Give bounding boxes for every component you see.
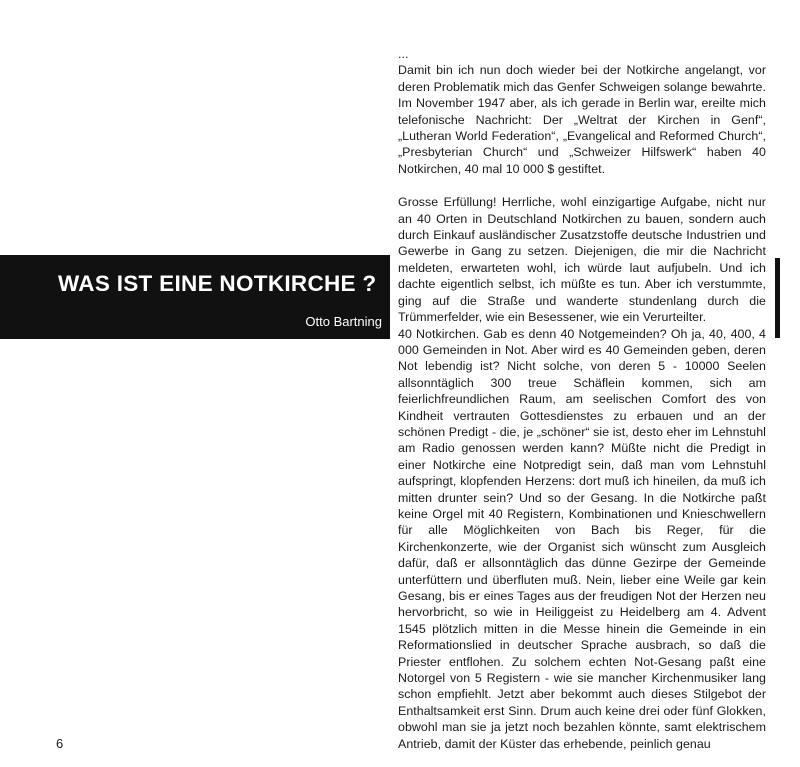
ellipsis-line: ...	[398, 47, 409, 61]
author-name: Otto Bartning	[305, 314, 382, 329]
article-title: WAS IST EINE NOTKIRCHE ?	[58, 271, 377, 296]
body-text-column	[398, 46, 766, 752]
paragraph-3: 40 Notkirchen. Gab es denn 40 Notgemeinden? Oh ja, 40, 400, 4 000 Gemeinden in Not. Aber wird es 40 Gemeinden geben, deren Not lebendig ist? Nicht solche, von deren 5 - 10000 Seelen allsonntäglich 300 treue Schäflein kommen, sich am feierlichfreundlichen Raum, am seelischen Comfort des von Kindheit vertrauten Gottesdienstes zu erbauen und an der schönen Predigt - die, je „schöner“ sie ist, desto eher im Lehnstuhl am Radio genossen werden kann? Müßte nicht die Predigt in einer Notkirche eine Notpredigt sein, daß man vom Lehnstuhl aufspringt, klopfenden Herzens: dort muß ich hineilen, da muß ich mitten drunter sein? Und so der Gesang. In die Notkirche paßt keine Orgel mit 40 Registern, Kombinationen und Knieschwellern für alle Möglichkeiten von Bach bis Reger, für die Kirchenkonzerte, wie der Organist sich wünscht zum Ausgleich dafür, daß er allsonntäglich das dünne Gezirpe der Gemeinde unterfüttern und überfluten muß. Nein, lieber eine Weile gar kein Gesang, bis er eines Tages aus der freudigen Not der Herzen neu hervorbricht, so wie in Heiliggeist zu Heidelberg am 4. Advent 1545 plötzlich mitten in die Messe hinein die Gemeinde in ein Reformationslied in deutscher Sprache ausbrach, so daß die Priester entflohen. Zu solchem echten Not-Gesang paßt eine Notorgel von 5 Registern - wie sie mancher Kirchenmusiker lang schon empfiehlt. Jetzt aber bekommt auch dieses Stilgebot der Enthaltsamkeit erst Sinn. Drum auch keine drei oder fünf Glokken, obwohl man sie ja jetzt noch bezahlen könnte, samt elektrischem Antrieb, damit der Küster das erhebende, peinlich genau	[398, 326, 766, 751]
paragraph-1: Damit bin ich nun doch wieder bei der Notkirche angelangt, vor deren Problematik mich das Genfer Schweigen solange bewahrte. Im November 1947 aber, als ich gerade in Berlin war, ereilte mich telefonische Nachricht: Der „Weltrat der Kirchen in Genf“, „Lutheran World Federation“, „Evangelical and Reformed Church“, „Presbyterian Church“ und „Schweizer Hilfswerk“ haben 40 Notkirchen, 40 mal 10 000 $ gestiftet.	[398, 63, 766, 176]
page-number: 6	[56, 736, 64, 751]
paragraph-2: Grosse Erfüllung! Herrliche, wohl einzigartige Aufgabe, nicht nur an 40 Orten in Deutschland Notkirchen zu bauen, sondern auch durch Einkauf ausländischer Zusatzstoffe deutsche Industrien und Gewerbe in Gang zu setzen. Diejenigen, die mir die Nachricht meldeten, erwarteten wohl, ich würde laut aufjubeln. Und ich dachte eigentlich selbst, ich müßte es tun. Aber ich verstummte, ging auf die Straße und wanderte stundenlang durch die Trümmerfelder, wie ein Besessener, wie ein Verurteilter.	[398, 195, 766, 325]
margin-tab-marker	[775, 258, 780, 338]
